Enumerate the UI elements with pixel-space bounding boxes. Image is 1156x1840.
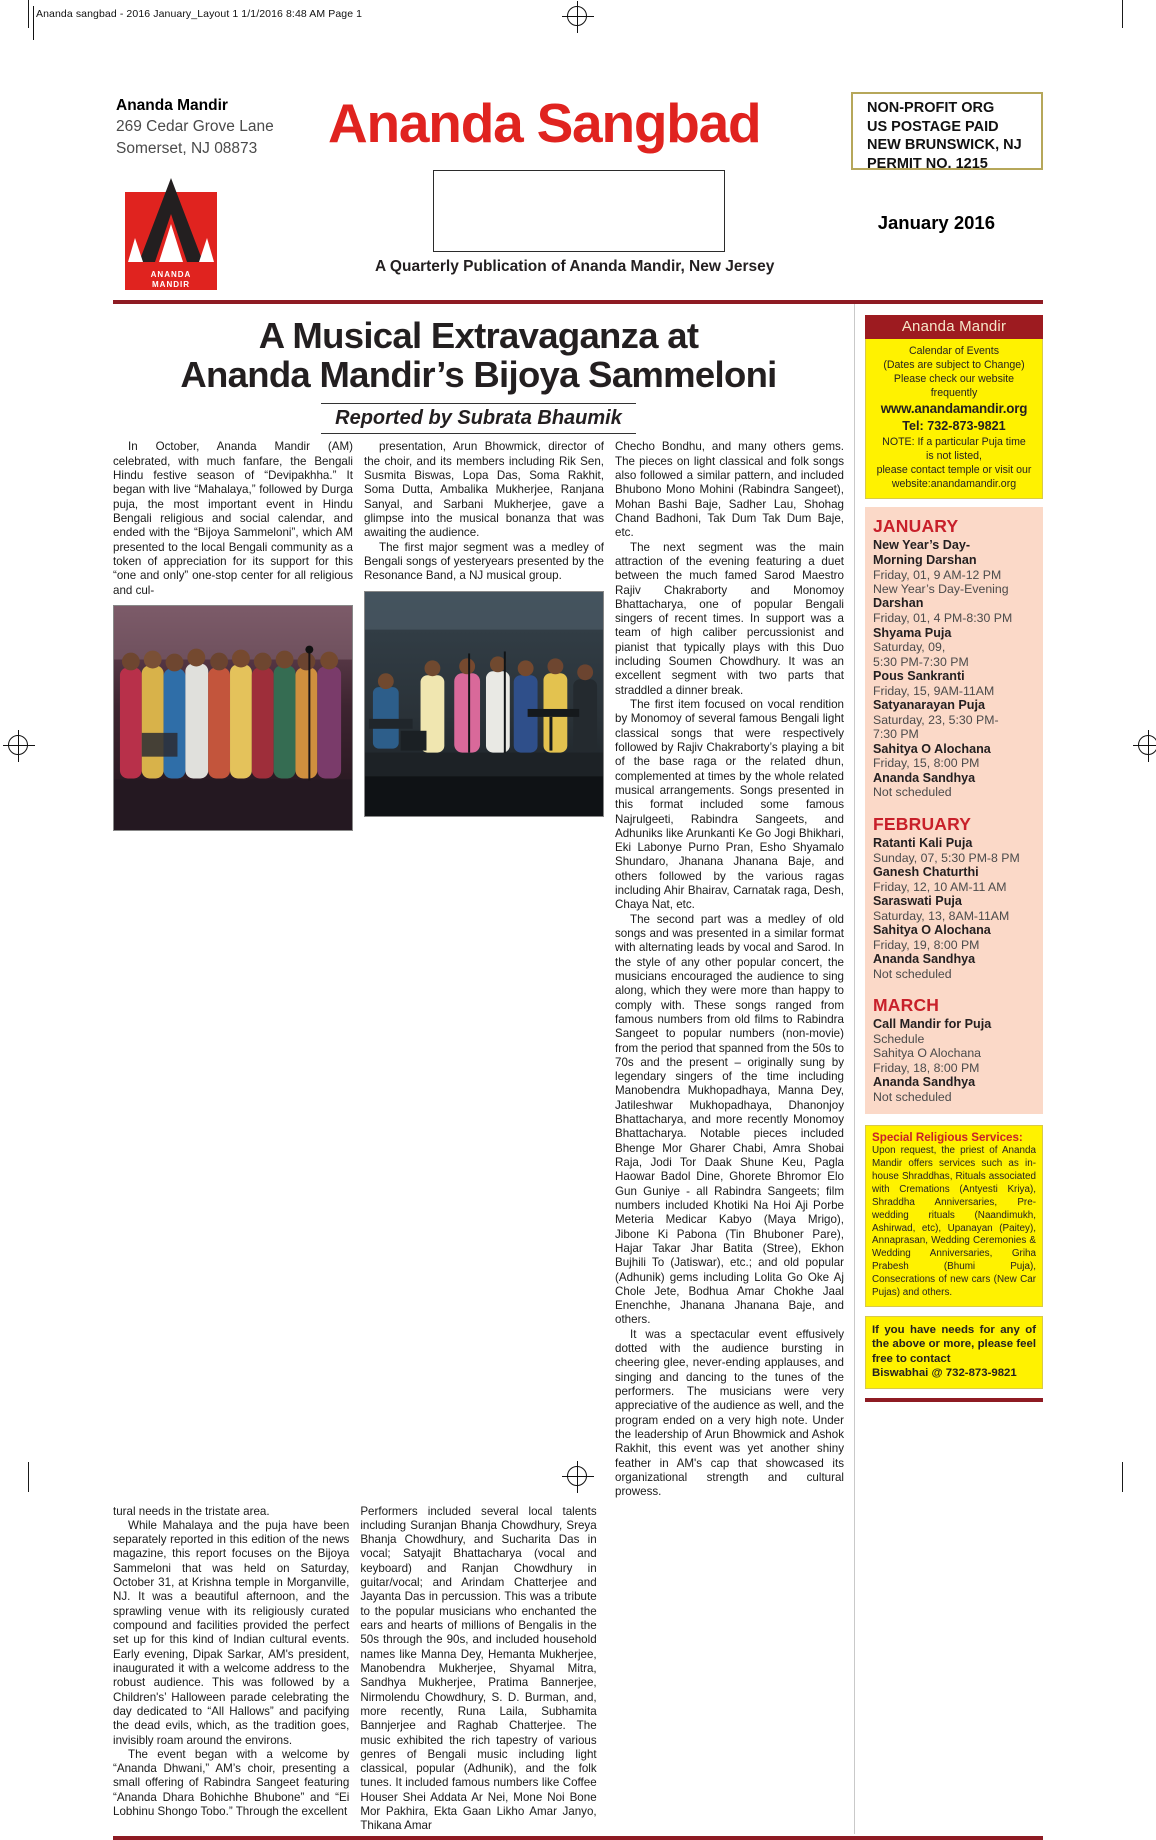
crop-mark-top-left-v	[28, 0, 29, 28]
event-when: Friday, 15, 9AM-11AM	[873, 683, 995, 698]
permit-line-4: PERMIT NO. 1215	[867, 155, 988, 172]
event-name: Ananda Sandhya	[873, 952, 976, 967]
event-list-march	[873, 1017, 1036, 1104]
headline-line-1: A Musical Extravaganza at	[258, 315, 699, 356]
event-when: Sahitya O Alochana	[873, 1046, 982, 1061]
article-byline: Reported by Subrata Bhaumik	[335, 407, 622, 430]
special-religious-services-box	[865, 1125, 1043, 1307]
article-column-2-continued	[360, 1505, 596, 1834]
contact-cta-phone[interactable]: Biswabhai @ 732-873-9821	[872, 1367, 1017, 1380]
ananda-mandir-logo	[125, 178, 217, 290]
event-name: Satyanarayan Puja	[873, 698, 986, 713]
event-list-february	[873, 836, 1036, 982]
event-name: Ananda Sandhya	[873, 770, 976, 785]
nameplate-title: Ananda Sangbad	[328, 92, 761, 154]
event-name: Call Mandir for Puja	[873, 1017, 992, 1032]
paragraph: In October, Ananda Mandir (AM) celebrated, with much fanfare, the Bengali Hindu festive season of “Devipakhha.” It began with live “Mahalaya,” followed by Durga puja, the most important event in Hindu Bengali religious and social calendar, and ended with the “Bijoya Sammeloni”, which AM presented to the local Bengali community as a token of appreciation for its support for this “one and only” one-stop center for all religious and cul-	[113, 440, 353, 597]
event-when: Friday, 01, 9 AM-12 PM	[873, 567, 1002, 582]
registration-mark-left	[8, 735, 28, 755]
mailing-label-placeholder-box	[433, 170, 725, 252]
sidebar-bottom-rule	[865, 1398, 1043, 1402]
layout-slug: Ananda sangbad - 2016 January_Layout 1 1/1/2016 8:48 AM Page 1	[36, 8, 363, 20]
logo-wordmark	[125, 270, 217, 290]
sidebar	[855, 304, 1043, 1834]
return-address-city: Somerset, NJ 08873	[116, 139, 258, 157]
article-column-2	[364, 440, 604, 1499]
event-name: Pous Sankranti	[873, 669, 965, 683]
event-when: Friday, 01, 4 PM-8:30 PM	[873, 611, 1013, 626]
paragraph: presentation, Arun Bhowmick, director of the choir, and its members including Rik Sen, Susmita Biswas, Lopa Das, Soma Rakhit, Soma Dutta, Ambalika Mukherjee, Ranjana Sanyal, and Sarbani Mukherjee, gave a glimpse into the musical bonanza that was awaiting the audience.	[364, 440, 604, 540]
paragraph: The next segment was the main attraction of the evening featuring a duet between the much famed Sarod Maestro Rajiv Chakraborty and Monomoy Bhattacharya, one of popular Bengali singers of recent times. In support was a team of high caliber percussionist and pianist that typically plays with this Duo including Soumen Chowdhury. It was an excellent segment with two parts that straddled a dinner break.	[615, 540, 844, 697]
return-address-org: Ananda Mandir	[116, 97, 228, 114]
event-when: Schedule	[873, 1032, 925, 1047]
event-when: 7:30 PM	[873, 727, 919, 742]
event-name: New Year’s Day-	[873, 538, 971, 553]
sidebar-info-box	[865, 339, 1043, 499]
special-services-body: Upon request, the priest of Ananda Mandir offers services such as in-house Shraddhas, Rituals associated with Cremations (Antyesti Kriya), Shraddha Anniversaries, Pre-wedding rituals (Naandimukh, Ashirwad, etc), Upanayan (Paitey), Annaprasan, Wedding Ceremonies & Wedding Anniversaries, Griha Prabesh (Bhumi Puja), Consecrations of new cars (New Car Pujas) and others.	[872, 1145, 1036, 1298]
photo-choir-group	[113, 605, 353, 831]
event-name: Shyama Puja	[873, 625, 952, 640]
event-name: Darshan	[873, 596, 924, 611]
article-column-1-continued	[113, 1505, 349, 1834]
masthead	[113, 88, 1043, 300]
article-headline	[113, 304, 844, 396]
postage-permit-box	[851, 92, 1043, 170]
contact-cta-text: If you have needs for any of the above or more, please feel free to contact	[872, 1323, 1036, 1365]
event-when: Friday, 15, 8:00 PM	[873, 756, 980, 771]
month-heading-march: MARCH	[873, 995, 940, 1016]
sidebar-bottom-rule-wrap	[865, 1398, 1043, 1402]
article-columns-bottom	[113, 1505, 844, 1834]
paragraph: tural needs in the tristate area.	[113, 1504, 270, 1518]
puja-time-note-line3: please contact temple or visit our	[876, 464, 1032, 477]
article-column-1	[113, 440, 353, 1499]
return-address	[116, 95, 274, 159]
return-address-street: 269 Cedar Grove Lane	[116, 118, 274, 136]
event-when: Friday, 19, 8:00 PM	[873, 937, 980, 952]
month-heading-february: FEBRUARY	[873, 813, 972, 834]
event-when: New Year’s Day-Evening	[873, 582, 1009, 597]
event-name: Ratanti Kali Puja	[873, 835, 973, 850]
event-name: Ananda Sandhya	[873, 1075, 976, 1090]
calendar-of-events-label: Calendar of Events	[908, 345, 1000, 357]
paragraph: Performers included several local talents including Suranjan Bhanja Chowdhury, Sreya Bhanja Chowdhury, and Sucharita Das in vocal; Satyajit Bhattacharya (vocal and keyboard) and Ranjan Chowdhury in guitar/vocal; and Arindam Chatterjee and Jayanta Das in percussion. This was a tribute to the popular musicians who enchanted the ears and hearts of millions of Bengalis in the 50s through the 90s, and included household names like Manna Dey, Hemanta Mukherjee, Manobendra Mukherjee, Shyamal Mitra, Sandhya Mukherjee, Pratima Bannerjee, Nirmolendu Chowdhury, S. D. Burman, and, more recently, Runa Laila, Subhamita Bannjerjee and Raghab Chatterjee. The music exhibited the rich tapestry of various genres of Bengali music including light classical, popular (Adhunik), and the folk tunes. It included famous numbers like Coffee Houser Shei Addata Ar Nei, Mone Noi Bone Mor Pakhira, Ekta Gaan Likho Amar Janyo, Thikana Amar	[360, 1504, 597, 1833]
issue-date: January 2016	[877, 212, 995, 233]
article-column-3	[615, 440, 844, 1499]
puja-time-note-line1: NOTE: If a particular Puja time	[882, 435, 1026, 448]
event-when: Friday, 18, 8:00 PM	[873, 1060, 980, 1075]
telephone-number[interactable]: Tel: 732-873-9821	[902, 419, 1006, 434]
paragraph: The first major segment was a medley of Bengali songs of yesteryears presented by the Resonance Band, a NJ musical group.	[364, 540, 604, 583]
registration-mark-right	[1138, 735, 1156, 755]
headline-line-2: Ananda Mandir’s Bijoya Sammeloni	[180, 353, 777, 395]
paragraph: The first item focused on vocal rendition by Monomoy of several famous Bengali light classical songs that were respectively followed by Rajiv Chakraborty’s playing a bit of the base raga or the related dhun, complemented at times by the whole related musical arrangements. Songs presented in this format included some famous Najrulgeeti, Rabindra Sangeets, and Adhuniks like Arunkanti Ke Go Jogi Bhikhari, Eki Labonye Purno Pran, Esho Shyamalo Shundaro, Jhanana Jhanana Baje, and others followed by the various ragas including Ahir Bhairav, Carnatak raga, Desh, Chaya Nat, etc.	[615, 698, 844, 912]
permit-line-2: US POSTAGE PAID	[867, 118, 999, 135]
logo-wordmark-line1: ANANDA	[150, 270, 192, 279]
paragraph: The event began with a welcome by “Ananda Dhwani,” AM’s choir, presenting a small offering of Rabindra Sangeet featuring “Ananda Dhara Bohichhe Bhubone” and “Ei Lobhinu Shongo Tobo.” Through the excellent	[113, 1747, 350, 1819]
event-name: Morning Darshan	[873, 552, 977, 567]
crop-mark-top-right-v	[1122, 0, 1123, 28]
sidebar-header: Ananda Mandir	[865, 315, 1043, 339]
contact-call-to-action-box	[865, 1316, 1043, 1389]
photo-choir-group-image	[114, 606, 352, 830]
article-columns-top	[113, 440, 844, 1499]
event-when: 5:30 PM-7:30 PM	[873, 654, 969, 669]
event-name: Sahitya O Alochana	[873, 923, 991, 938]
event-when: Friday, 12, 10 AM-11 AM	[873, 879, 1007, 894]
month-heading-january: JANUARY	[873, 516, 959, 537]
event-when: Not scheduled	[873, 966, 952, 981]
article-column-3-spacer	[608, 1505, 844, 1834]
paragraph: The second part was a medley of old songs and was presented in a similar format with alternating leads by vocal and Sarod. In the style of any other popular concert, the musicians encouraged the audience to sing along, which they were more than happy to comply with. These songs ranged from famous numbers from old films to Rabindra Sangeet to popular numbers (non-movie) from the period that spanned from the 50s to 70s and the present – originally sung by legendary singers of the time including Manobendra Mukhopadhaya, Manna Dey, Jatileshwar Mukhopadhaya, Dhanonjoy Bhattacharya, and more recently Monomoy Bhattacharya. Notable pieces included Bhenge Mor Gharer Chabi, Amra Shobai Raja, Jodi Tor Daak Shune Keu, Pagla Haowar Badol Dine, Ghorete Bhromor Elo Gun Guniye - all Rabindra Sangeets; film numbers included Khotiki Na Hoi Aji Porbe Meteria Medicar Kabyo (Maya Mrigo), Jibone Ki Pabona (Tin Bhuboner Pare), Hajar Takar Jhar Batita (Stree), Ekhon Bujhili To (Jatiswar), etc.; and old popular (Adhunik) gems including Lolita Go Oke Aj Chole Jete, Bodhua Amar Chokhe Jaal Enenchhe, Jhanana Jhanana Baje, and others.	[615, 912, 844, 1327]
event-when: Saturday, 13, 8AM-11AM	[873, 908, 1010, 923]
event-list-january	[873, 538, 1036, 800]
special-services-title: Special Religious Services:	[872, 1131, 1023, 1145]
event-name: Sahitya O Alochana	[873, 741, 991, 756]
event-when: Saturday, 09,	[873, 640, 946, 655]
page-body	[113, 304, 1043, 1834]
byline-block	[321, 403, 636, 430]
slug-divider	[33, 6, 34, 40]
logo-wordmark-line2: MANDIR	[152, 280, 190, 289]
permit-line-3: NEW BRUNSWICK, NJ	[867, 137, 1022, 154]
page-bottom-rule	[113, 1836, 1043, 1840]
photo-stage-performance	[364, 591, 604, 817]
permit-line-1: NON-PROFIT ORG	[867, 100, 995, 116]
event-when: Not scheduled	[873, 785, 952, 800]
dates-subject-to-change-note: (Dates are subject to Change)	[883, 359, 1025, 372]
publication-tagline: A Quarterly Publication of Ananda Mandir, New Jersey	[375, 258, 775, 275]
puja-time-note-line2: is not listed,	[926, 449, 982, 462]
paragraph: Checho Bondhu, and many others gems. The pieces on light classical and folk songs also followed a similar pattern, and included Bhubono Mono Mohini (Rabindra Sangeet), Mohan Bashi Baje, Sadher Lau, Shohag Chand Badhoni, Tak Dum Tak Dum Baje, etc.	[615, 440, 844, 540]
event-when: Saturday, 23, 5:30 PM-	[873, 712, 999, 727]
newsletter-page	[113, 88, 1043, 1833]
event-when: Sunday, 07, 5:30 PM-8 PM	[873, 850, 1020, 865]
sidebar-calendar	[865, 507, 1043, 1114]
registration-mark-top	[567, 6, 587, 26]
crop-mark-bottom-right-v	[1122, 1462, 1123, 1492]
byline-bottom-rule	[321, 433, 636, 434]
puja-time-note-line4: website:anandamandir.org	[891, 478, 1017, 491]
crop-mark-bottom-left-v	[28, 1462, 29, 1492]
check-website-note: Please check our website frequently	[893, 373, 1015, 400]
event-when: Not scheduled	[873, 1089, 952, 1104]
paragraph: It was a spectacular event effusively dotted with the audience bursting in cheering glee, never-ending applauses, and singing and dancing to the tunes of the performers. The musicians were very appreciative of the audience as well, and the program ended on a very high note. Under the leadership of Arun Bhowmick and Ashok Rakhit, this event was yet another shiny feather in AM's cap that showcased its organizational strength and cultural prowess.	[615, 1327, 844, 1499]
event-name: Ganesh Chaturthi	[873, 864, 979, 879]
photo-stage-performance-image	[365, 592, 603, 816]
logo-temple-arch-icon	[125, 178, 217, 262]
paragraph: While Mahalaya and the puja have been separately reported in this edition of the news magazine, this report focuses on the Bijoya Sammeloni that was held on Saturday, October 31, at Krishna temple in Morganville, NJ. It was a beautiful afternoon, and the sprawling venue with its religiously curated compound and facilities provided the perfect set up for this kind of Indian cultural events. Early evening, Dipak Sarkar, AM's president, inaugurated it with a welcome address to the robust audience. This was followed by a Children's’ Halloween parade celebrating the day dedicated to “All Hallows” and pacifying the dead evils, which, as the tradition goes, invisibly roam around the environs.	[113, 1518, 350, 1747]
article-zone	[113, 304, 855, 1834]
website-link[interactable]: www.anandamandir.org	[880, 401, 1028, 417]
event-name: Saraswati Puja	[873, 894, 962, 909]
